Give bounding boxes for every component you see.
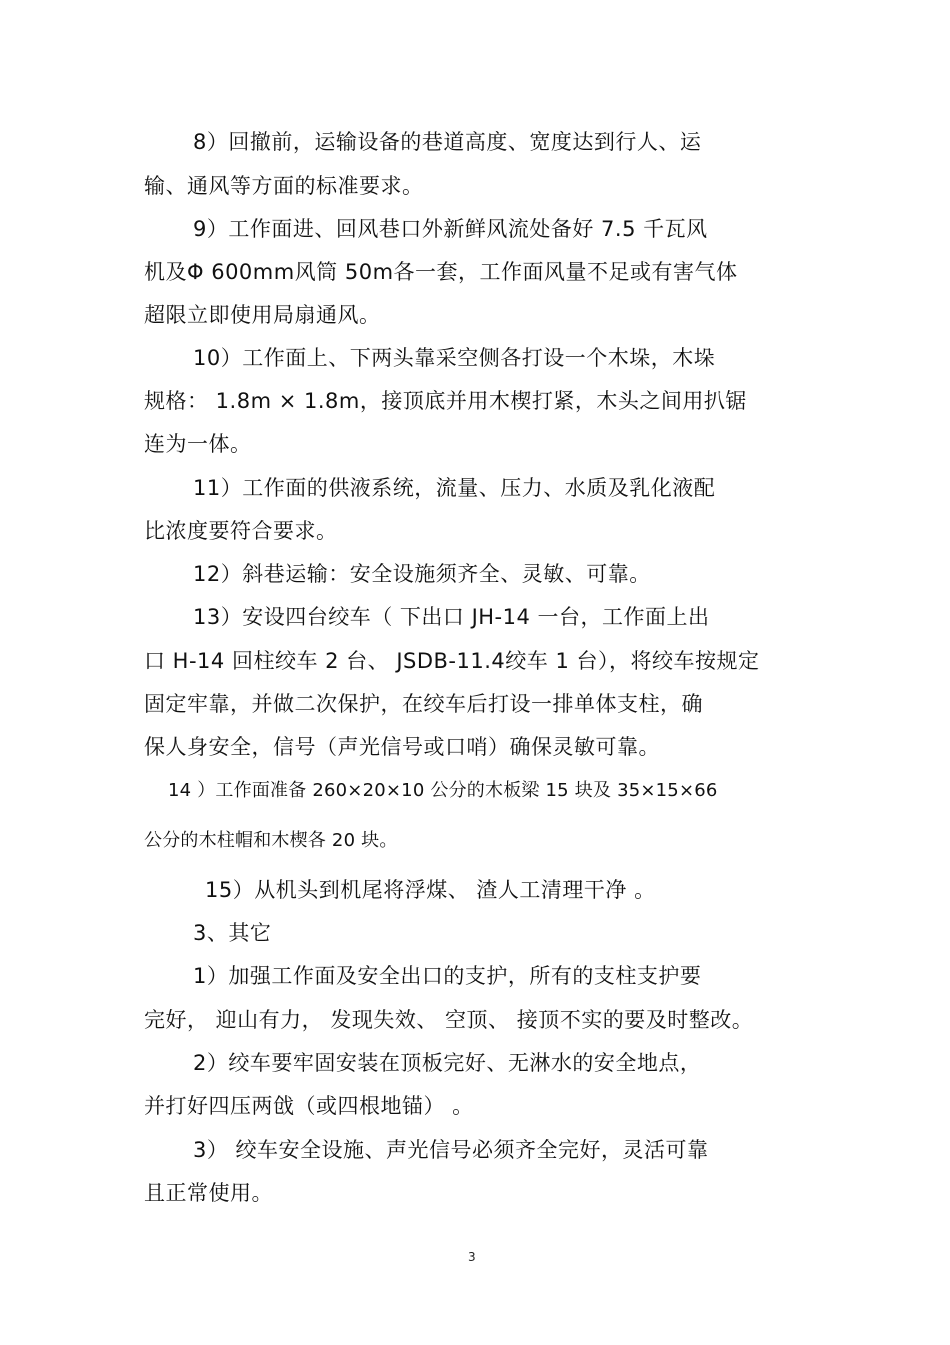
text-line: 10）工作面上、下两头靠采空侧各打设一个木垛，木垛 [193, 346, 716, 370]
text-line: 公分的木柱帽和木楔各 20 块。 [144, 830, 398, 851]
text-line: 12）斜巷运输：安全设施须齐全、灵敏、可靠。 [193, 562, 651, 586]
text-line: 规格： 1.8m × 1.8m，接顶底并用木楔打紧，木头之间用扒锯 [144, 389, 747, 413]
text-line: 并打好四压两戗（或四根地锚） 。 [144, 1094, 474, 1118]
text-line: 完好， 迎山有力， 发现失效、 空顶、 接顶不实的要及时整改。 [144, 1008, 754, 1032]
text-line: 3） 绞车安全设施、声光信号必须齐全完好，灵活可靠 [193, 1138, 709, 1162]
text-line: 2）绞车要牢固安装在顶板完好、无淋水的安全地点， [193, 1051, 702, 1075]
text-line: 且正常使用。 [144, 1181, 273, 1205]
text-line: 比浓度要符合要求。 [144, 519, 338, 543]
text-line: 超限立即使用局扇通风。 [144, 303, 381, 327]
text-line: 1）加强工作面及安全出口的支护，所有的支柱支护要 [193, 964, 702, 988]
text-line: 固定牢靠，并做二次保护，在绞车后打设一排单体支柱，确 [144, 692, 703, 716]
text-line: 15）从机头到机尾将浮煤、 渣人工清理干净 。 [205, 878, 656, 902]
text-line: 8）回撤前，运输设备的巷道高度、宽度达到行人、运 [193, 130, 702, 154]
text-line: 保人身安全，信号（声光信号或口哨）确保灵敏可靠。 [144, 735, 660, 759]
text-line: 口 H-14 回柱绞车 2 台、 JSDB-11.4绞车 1 台），将绞车按规定 [144, 649, 760, 673]
page-number: 3 [468, 1250, 476, 1264]
text-line: 连为一体。 [144, 432, 252, 456]
text-line: 机及Φ 600mm风筒 50m各一套，工作面风量不足或有害气体 [144, 260, 738, 284]
text-line: 13）安设四台绞车（ 下出口 JH-14 一台，工作面上出 [193, 605, 710, 629]
text-line: 输、通风等方面的标准要求。 [144, 174, 424, 198]
section-heading: 3、其它 [193, 921, 272, 945]
text-line: 9）工作面进、回风巷口外新鲜风流处备好 7.5 千瓦风 [193, 217, 708, 241]
text-line: 14 ）工作面准备 260×20×10 公分的木板梁 15 块及 35×15×66 [168, 780, 718, 801]
text-line: 11）工作面的供液系统，流量、压力、水质及乳化液配 [193, 476, 716, 500]
